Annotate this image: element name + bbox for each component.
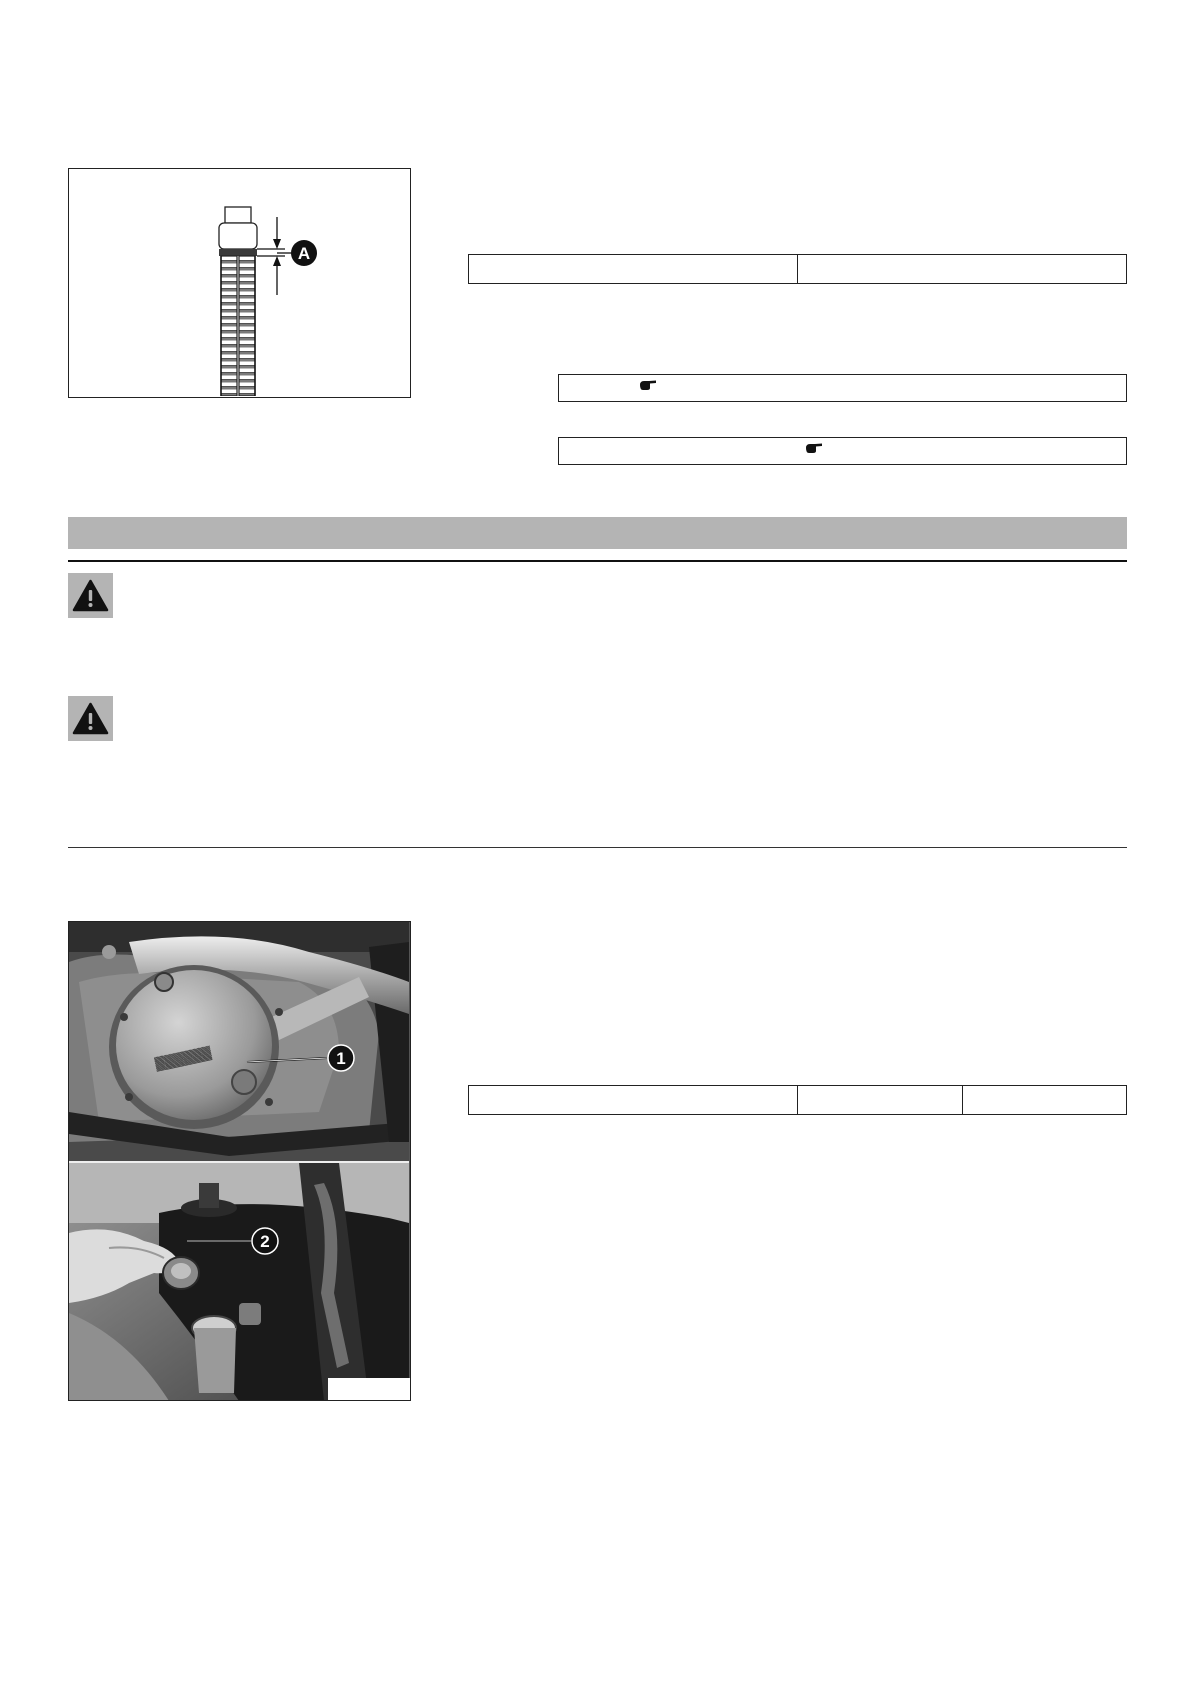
svg-text:▓▓▓▓▓▓: ▓▓▓▓▓▓ (153, 1044, 213, 1071)
section-header-bar (68, 517, 1127, 549)
photo-clutch-cover (69, 922, 409, 1162)
warning-triangle-icon (68, 573, 113, 618)
photo-radiator-cap (69, 1163, 409, 1401)
figure-engine-photos (68, 921, 411, 1401)
warning-triangle-icon (68, 696, 113, 741)
spring-diagram (69, 169, 409, 396)
reference-box-1[interactable] (558, 374, 1127, 402)
spec-table-2-label-cell (469, 1086, 798, 1114)
spec-table-1 (468, 254, 1127, 284)
figure-spring-measurement (68, 168, 411, 398)
callout-a-label: A (297, 244, 311, 263)
photo-id-box (328, 1378, 410, 1400)
spec-table-2-extra-cell (963, 1086, 1126, 1114)
pointing-hand-icon (805, 441, 823, 455)
spec-table-1-value-cell (798, 255, 1126, 283)
reference-box-2[interactable] (558, 437, 1127, 465)
warning-box-1 (68, 573, 113, 618)
warning-box-2 (68, 696, 113, 741)
callout-1-label: 1 (336, 1049, 346, 1068)
spec-table-1-label-cell (469, 255, 798, 283)
section-rule (68, 560, 1127, 562)
section-end-rule (68, 847, 1127, 848)
spec-table-2 (468, 1085, 1127, 1115)
callout-2-label: 2 (260, 1232, 270, 1251)
pointing-hand-icon (639, 378, 657, 392)
spec-table-2-value-cell (798, 1086, 963, 1114)
